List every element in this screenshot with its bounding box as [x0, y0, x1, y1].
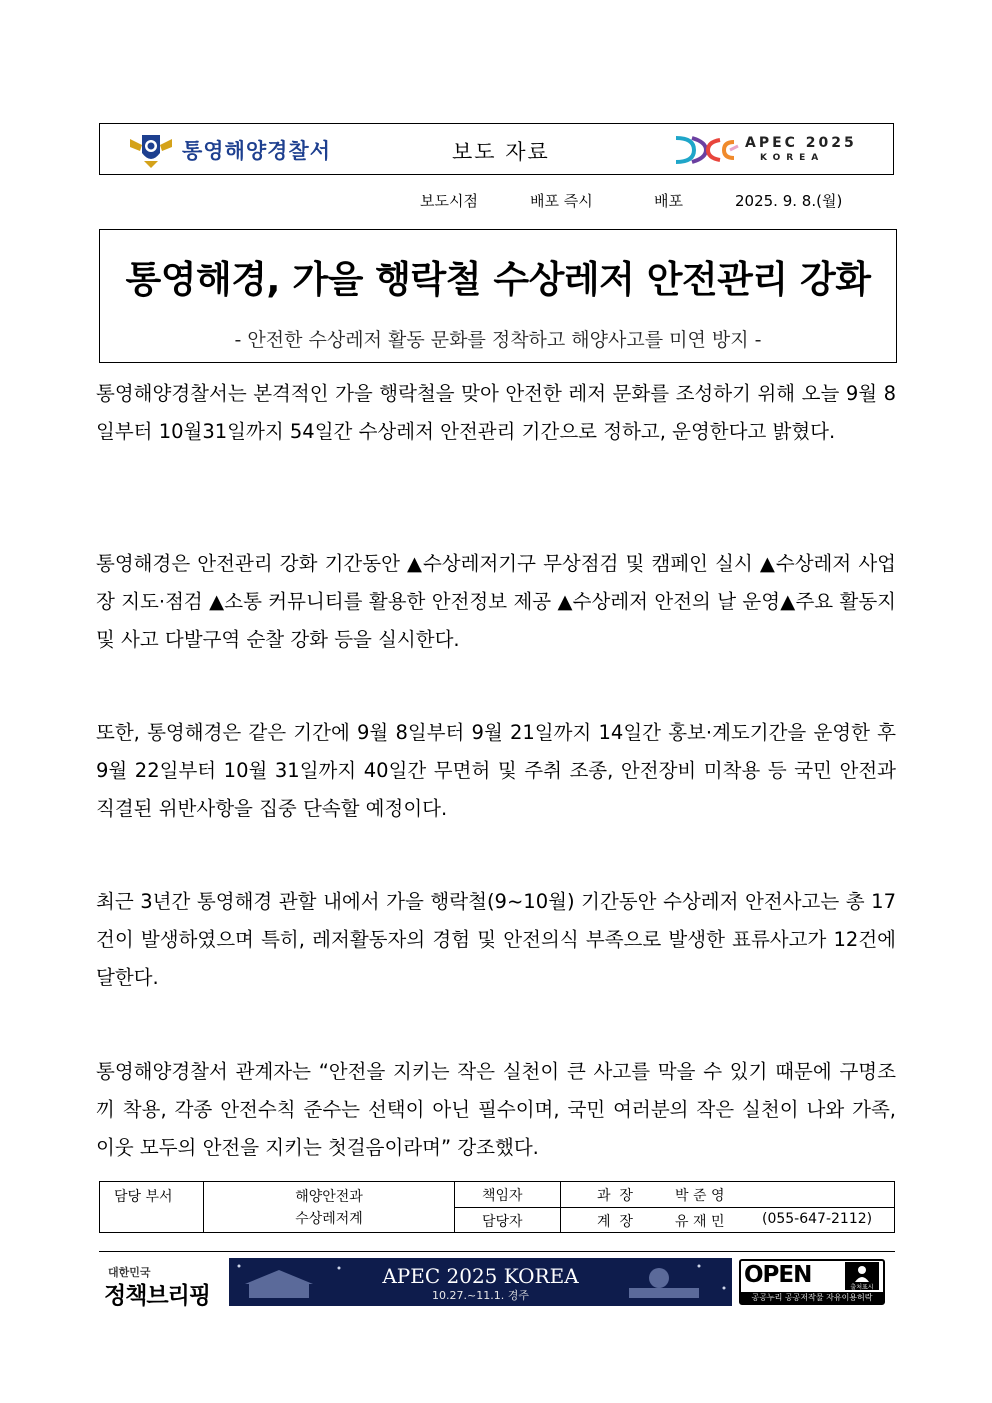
doc-type: 보도 자료: [452, 140, 550, 164]
headline-title: 통영해경, 가을 행락철 수상레저 안전관리 강화: [125, 258, 871, 301]
open-label: OPEN: [744, 1262, 812, 1288]
release-time-label: 보도시점: [420, 192, 478, 210]
attribution-icon: [845, 1262, 879, 1290]
release-date: 2025. 9. 8.(월): [735, 192, 843, 210]
footer-divider: [99, 1251, 895, 1252]
banner-date: 10.27.~11.1. 경주: [432, 1289, 529, 1302]
dept-line2: 수상레저계: [295, 1211, 363, 1227]
release-dist-label: 배포: [654, 192, 683, 210]
paragraph: 최근 3년간 통영해경 관할 내에서 가을 행락철(9~10월) 기간동안 수상레저 안전사고는 총 17건이 발생하였으며 특히, 레저활동자의 경험 및 안전의식 부족으로 발생한 표류사고가 12건에 달한다.: [96, 890, 896, 989]
paragraph: 또한, 통영해경은 같은 기간에 9월 8일부터 9월 21일까지 14일간 홍보·계도기간을 운영한 후 9월 22일부터 10월 31일까지 40일간 무면허 및 주취 조종, 안전장비 미착용 등 국민 안전과 직결된 위반사항을 집중 단속할 예정이다.: [96, 721, 896, 820]
dept-line1: 해양안전과: [295, 1189, 363, 1205]
contact-table: [99, 1181, 895, 1233]
staff-label: 담당자: [482, 1214, 523, 1230]
head-title: 과 장: [597, 1188, 633, 1204]
staff-name: 유 재 민: [675, 1214, 725, 1230]
paragraph: 통영해양경찰서 관계자는 “안전을 지키는 작은 실천이 큰 사고를 막을 수 있기 때문에 구명조끼 착용, 각종 안전수칙 준수는 선택이 아닌 필수이며, 국민 여러분의 작은 실천이 나와 가족, 이웃 모두의 안전을 지키는 첫걸음이라며” 강조했다.: [96, 1060, 896, 1159]
open-subtitle: 공공누리 공공저작물 자유이용허락: [741, 1292, 883, 1304]
banner-title: APEC 2025 KOREA: [382, 1264, 579, 1288]
apec-subtitle: KOREA: [760, 153, 825, 163]
staff-title: 계 장: [597, 1214, 633, 1230]
attribution-label: 출처표시: [850, 1284, 874, 1291]
paragraph: 통영해경은 안전관리 강화 기간동안 ▲수상레저기구 무상점검 및 캠페인 실시 ▲수상레저 사업장 지도·점검 ▲소통 커뮤니티를 활용한 안전정보 제공 ▲수상레저 안전의 날 운영▲주요 활동지 및 사고 다발구역 순찰 강화 등을 실시한다.: [96, 552, 896, 651]
dept-label: 담당 부서: [114, 1189, 173, 1205]
paragraph: 통영해양경찰서는 본격적인 가을 행락철을 맞아 안전한 레저 문화를 조성하기 위해 오늘 9월 8일부터 10월31일까지 54일간 수상레저 안전관리 기간으로 정하고, 운영한다고 밝혔다.: [96, 382, 896, 443]
head-label: 책임자: [482, 1188, 523, 1204]
staff-phone: (055-647-2112): [762, 1211, 873, 1227]
org-name: 통영해양경찰서: [182, 139, 332, 163]
coast-guard-emblem-icon: [128, 131, 174, 169]
policy-briefing-logo: 정책브리핑: [104, 1283, 211, 1309]
head-name: 박 준 영: [675, 1188, 725, 1204]
headline-subtitle: - 안전한 수상레저 활동 문화를 정착하고 해양사고를 미연 방지 -: [234, 329, 762, 351]
policy-briefing-small: 대한민국: [108, 1266, 151, 1279]
apec-title: APEC 2025: [745, 135, 857, 151]
release-time-value: 배포 즉시: [530, 192, 593, 210]
